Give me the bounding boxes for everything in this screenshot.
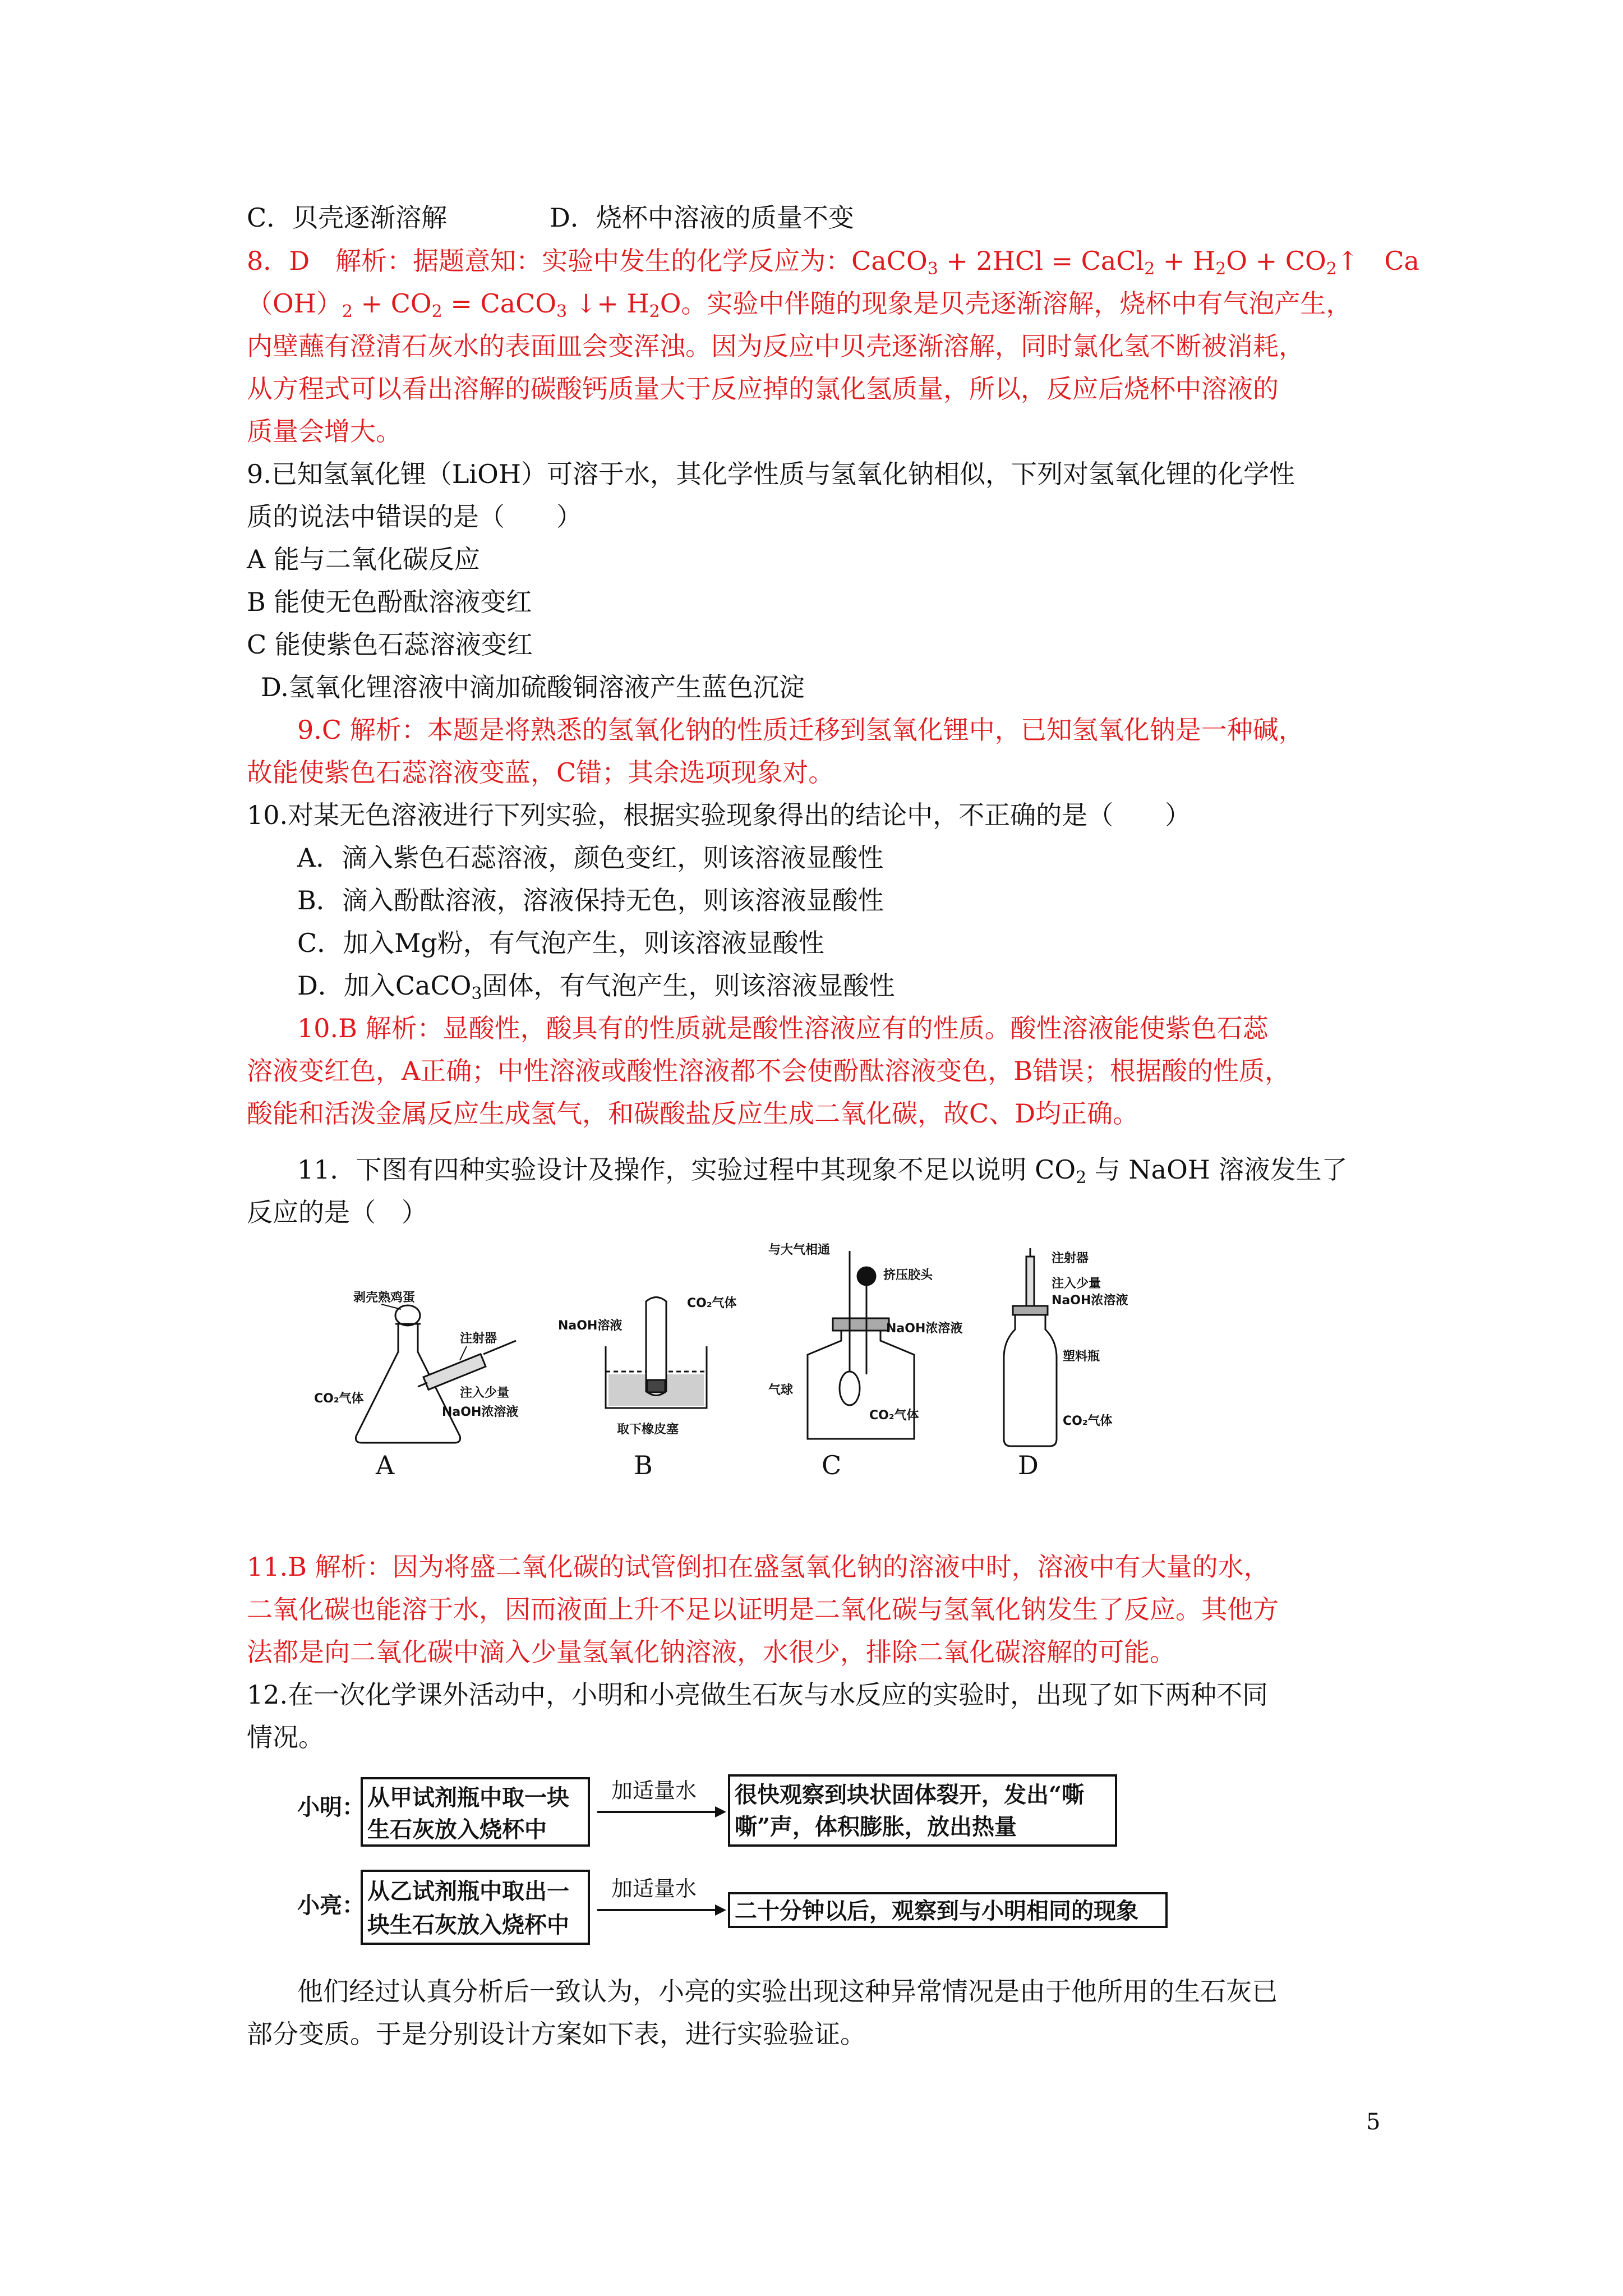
fig-a-syringe-label: 注射器: [460, 1332, 497, 1346]
flow-ming-name: 小明：: [297, 1794, 365, 1820]
question-12-line4: 部分变质。于是分别设计方案如下表，进行实验验证。: [247, 2019, 866, 2049]
flow-arrow-icon: [715, 1806, 726, 1818]
question-10-option-a: A．滴入紫色石蕊溶液，颜色变红，则该溶液显酸性: [297, 843, 884, 873]
question-10-option-c: C．加入Mg粉，有气泡产生，则该溶液显酸性: [297, 928, 824, 958]
question-11-line1: 11．下图有四种实验设计及操作，实验过程中其现象不足以说明 $CO_2$ 与 NaOH 溶液发生了: [297, 1154, 1348, 1188]
q7-option-d: D．烧杯中溶液的质量不变: [550, 203, 854, 233]
fig-b-gas-label: CO₂气体: [687, 1296, 737, 1310]
answer-8-line1: 8．D 解析：据题意知：实验中发生的化学反应为：CaCO$_3$ + 2HCl = CaCl$_2$ + $H_2O$ + $CO_2↑$ Ca: [247, 246, 1419, 279]
fig-c-air-label: 与大气相通: [768, 1243, 831, 1257]
answer-8-line4: 从方程式可以看出溶解的碳酸钙质量大于反应掉的氯化氢质量，所以，反应后烧杯中溶液的: [247, 374, 1279, 404]
flow-arrow-icon: [715, 1904, 726, 1916]
flow-ming-box1-l2: 生石灰放入烧杯中: [367, 1816, 547, 1843]
answer-9-line1: 9.C 解析：本题是将熟悉的氢氧化钠的性质迁移到氢氧化锂中，已知氢氧化钠是一种碱，: [297, 715, 1304, 745]
fig-d-gas-label: CO₂气体: [1063, 1414, 1113, 1428]
flow-liang-arrow-label: 加适量水: [611, 1876, 697, 1901]
flow-ming-arrow-label: 加适量水: [611, 1778, 697, 1803]
question-10-option-b: B．滴入酚酞溶液，溶液保持无色，则该溶液显酸性: [297, 885, 884, 915]
fig-c-naoh-label: NaOH浓溶液: [886, 1322, 963, 1336]
answer-11-line3: 法都是向二氧化碳中滴入少量氢氧化钠溶液，水很少，排除二氧化碳溶解的可能。: [247, 1637, 1175, 1667]
page-number: 5: [1366, 2109, 1381, 2135]
answer-10-line1: 10.B 解析：显酸性，酸具有的性质就是酸性溶液应有的性质。酸性溶液能使紫色石蕊: [297, 1013, 1269, 1043]
question-12-line3: 他们经过认真分析后一致认为，小亮的实验出现这种异常情况是由于他所用的生石灰已: [297, 1976, 1278, 2007]
fig-c-balloon-label: 气球: [768, 1383, 794, 1397]
fig-d-inject-label-2: NaOH浓溶液: [1052, 1294, 1128, 1308]
question-9-line2: 质的说法中错误的是（ ）: [247, 501, 582, 532]
answer-8-line2: $(OH)_2 + CO_2$ = CaCO$_3$ ↓+ $H_2O$。实验中伴随的现象是贝壳逐渐溶解，烧杯中有气泡产生，: [247, 288, 1352, 321]
quicklime-flow-diagram: [292, 1767, 1234, 1958]
figure-letter-b: B: [634, 1450, 653, 1480]
fig-d-bottle-label: 塑料瓶: [1063, 1350, 1100, 1364]
figure-a: [356, 1304, 519, 1443]
fig-b-naoh-label: NaOH溶液: [558, 1319, 623, 1333]
fig-a-inject-label-1: 注入少量: [460, 1386, 510, 1400]
question-12-line2: 情况。: [247, 1722, 324, 1752]
figure-letter-d: D: [1018, 1450, 1039, 1480]
figure-letter-a: A: [376, 1450, 395, 1480]
fig-a-gas-label: CO₂气体: [314, 1392, 364, 1406]
answer-8-line5: 质量会增大。: [247, 416, 402, 447]
flow-liang-box1-l2: 块生石灰放入烧杯中: [367, 1912, 569, 1938]
question-10-stem: 10.对某无色溶液进行下列实验，根据实验现象得出的结论中，不正确的是（ ）: [247, 800, 1191, 830]
flow-liang-box1-l1: 从乙试剂瓶中取出一: [367, 1878, 569, 1904]
fig-a-egg-label: 剥壳熟鸡蛋: [353, 1291, 416, 1305]
question-9-option-d: D.氢氧化锂溶液中滴加硫酸铜溶液产生蓝色沉淀: [261, 672, 805, 702]
question-9-option-c: C 能使紫色石蕊溶液变红: [247, 629, 533, 660]
question-10-option-d: D．加入CaCO$_3$固体，有气泡产生，则该溶液显酸性: [297, 970, 895, 1004]
fig-d-syringe-label: 注射器: [1052, 1251, 1089, 1266]
figure-b: [606, 1297, 707, 1409]
fig-c-gas-label: CO₂气体: [869, 1409, 919, 1423]
flow-ming-box1-l1: 从甲试剂瓶中取一块: [367, 1784, 569, 1811]
figure-letter-c: C: [822, 1450, 842, 1480]
answer-9-line2: 故能使紫色石蕊溶液变蓝，C错；其余选项现象对。: [247, 757, 834, 788]
fig-a-inject-label-2: NaOH浓溶液: [442, 1405, 519, 1419]
answer-8-line3: 内壁蘸有澄清石灰水的表面皿会变浑浊。因为反应中贝壳逐渐溶解，同时氯化氢不断被消耗，: [247, 331, 1304, 361]
question-11-line2: 反应的是（ ）: [247, 1197, 427, 1227]
flow-ming-box2-l2: 嘶”声，体积膨胀，放出热量: [735, 1814, 1017, 1840]
balloon-icon: [840, 1372, 860, 1405]
flow-ming-box2-l1: 很快观察到块状固体裂开，发出“嘶: [735, 1782, 1085, 1808]
answer-10-line2: 溶液变红色，A正确；中性溶液或酸性溶液都不会使酚酞溶液变色，B错误；根据酸的性质，: [247, 1056, 1291, 1086]
question-9-option-a: A 能与二氧化碳反应: [247, 544, 480, 574]
answer-10-line3: 酸能和活泼金属反应生成氢气，和碳酸盐反应生成二氧化碳，故C、D均正确。: [247, 1098, 1139, 1129]
flow-liang-box2: 二十分钟以后，观察到与小明相同的现象: [735, 1898, 1138, 1924]
answer-11-line1: 11.B 解析：因为将盛二氧化碳的试管倒扣在盛氢氧化钠的溶液中时，溶液中有大量的水，: [247, 1552, 1270, 1582]
figure-11-experiments: [303, 1240, 1234, 1481]
question-9-option-b: B 能使无色酚酞溶液变红: [247, 587, 532, 617]
figure-d: [1004, 1248, 1057, 1446]
q7-option-c: C．贝壳逐渐溶解: [247, 203, 448, 233]
question-12-line1: 12.在一次化学课外活动中，小明和小亮做生石灰与水反应的实验时，出现了如下两种不同: [247, 1680, 1269, 1710]
answer-11-line2: 二氧化碳也能溶于水，因而液面上升不足以证明是二氧化碳与氢氧化钠发生了反应。其他方: [247, 1594, 1279, 1625]
fig-c-bulb-label: 挤压胶头: [883, 1268, 933, 1282]
fig-d-inject-label-1: 注入少量: [1052, 1277, 1101, 1291]
question-9-line1: 9.已知氢氧化锂（LiOH）可溶于水，其化学性质与氢氧化钠相似，下列对氢氧化锂的化学性: [247, 459, 1295, 489]
fig-b-stopper-label: 取下橡皮塞: [617, 1423, 679, 1437]
flow-liang-name: 小亮：: [297, 1892, 365, 1918]
